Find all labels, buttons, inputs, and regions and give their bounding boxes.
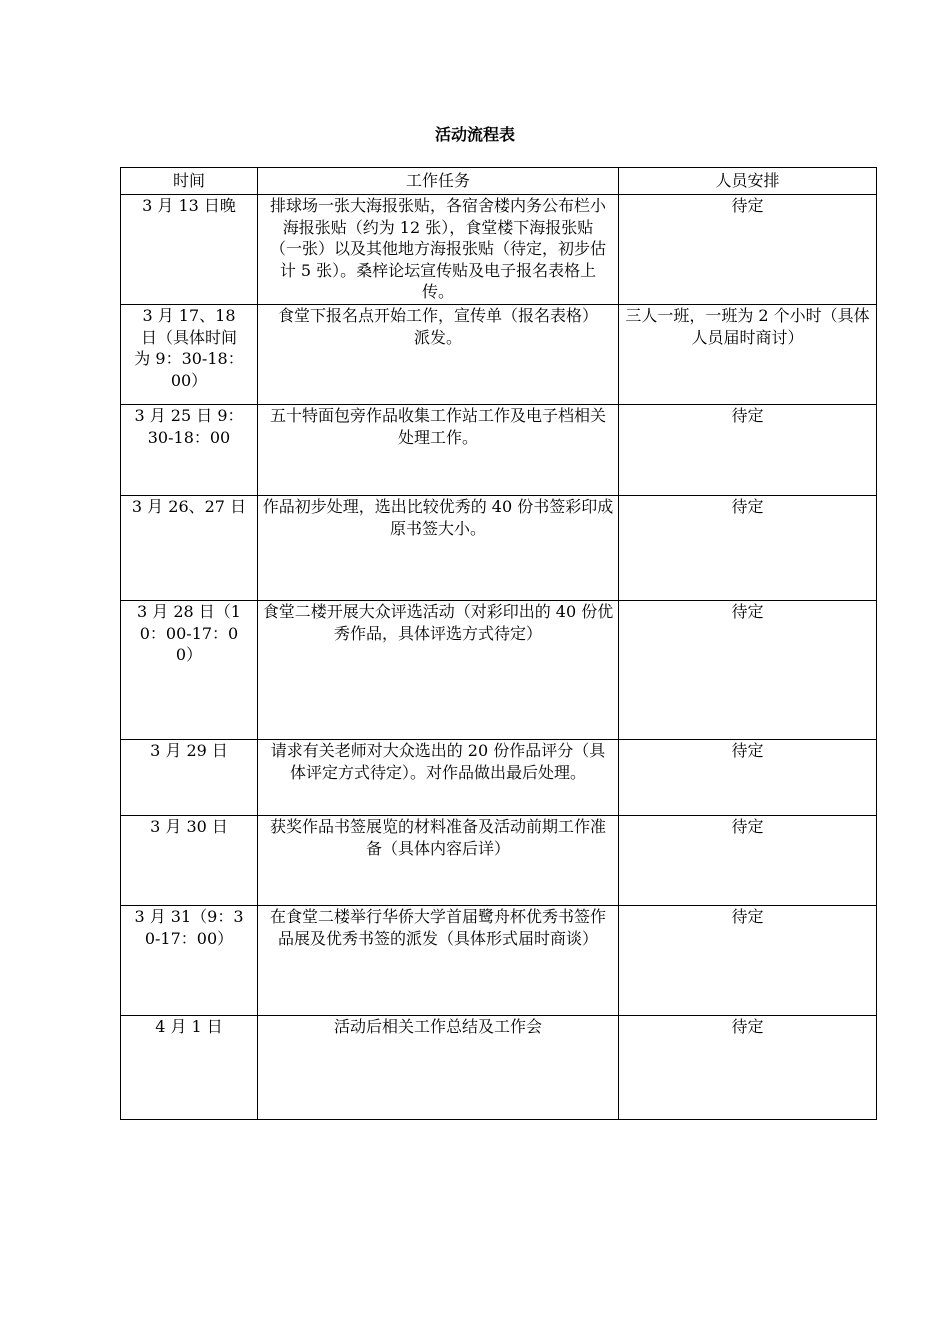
- cell-task: [258, 496, 619, 601]
- cell-task: [258, 906, 619, 1016]
- header-staff: 人员安排: [619, 168, 877, 195]
- cell-staff: 待定: [619, 601, 877, 740]
- cell-task-text: 排球场一张大海报张贴，各宿舍楼内务公布栏小海报张贴（约为 12 张），食堂楼下海报张贴（一张）以及其他地方海报张贴（待定，初步估计 5 张）。桑梓论坛宣传贴及电子报名表格上传。: [269, 196, 606, 301]
- table-row: [121, 496, 877, 601]
- cell-time-text: 3 月 31（9：30-17：00）: [134, 907, 244, 948]
- cell-task-text: 在食堂二楼举行华侨大学首届鹭舟杯优秀书签作品展及优秀书签的派发（具体形式届时商谈）: [269, 907, 606, 948]
- cell-task: [258, 305, 619, 405]
- cell-time: 3 月 13 日晚: [121, 195, 258, 305]
- table-row: [121, 305, 877, 405]
- table-row: [121, 601, 877, 740]
- cell-staff: 待定: [619, 740, 877, 816]
- cell-time: [121, 906, 258, 1016]
- table-row: [121, 405, 877, 496]
- cell-staff: 待定: [619, 496, 877, 601]
- cell-task: [258, 1016, 619, 1120]
- cell-time: 4 月 1 日: [121, 1016, 258, 1120]
- cell-time-text: 3 月 28 日（10：00-17：00）: [137, 602, 241, 664]
- cell-time: [121, 305, 258, 405]
- cell-task-text: 食堂下报名点开始工作，宣传单（报名表格）派发。: [277, 306, 598, 347]
- cell-time-text: 3 月 17、18 日（具体时间为 9：30-18：00）: [134, 306, 244, 390]
- cell-task-text: 作品初步处理，选出比较优秀的 40 份书签彩印成原书签大小。: [262, 497, 614, 538]
- cell-task: [258, 740, 619, 816]
- cell-task-text: 请求有关老师对大众选出的 20 份作品评分（具体评定方式待定）。对作品做出最后处理。: [270, 741, 606, 782]
- cell-time: 3 月 29 日: [121, 740, 258, 816]
- cell-task: [258, 405, 619, 496]
- cell-staff: 待定: [619, 816, 877, 906]
- cell-task-text: 食堂二楼开展大众评选活动（对彩印出的 40 份优秀作品，具体评选方式待定）: [262, 602, 614, 643]
- cell-time: [121, 601, 258, 740]
- table-row: [121, 740, 877, 816]
- cell-time: 3 月 26、27 日: [121, 496, 258, 601]
- cell-task: [258, 601, 619, 740]
- table-row: [121, 195, 877, 305]
- table-row: [121, 906, 877, 1016]
- cell-time-text: 3 月 25 日 9：30-18：00: [134, 406, 244, 447]
- table-row: [121, 816, 877, 906]
- document-title: 活动流程表: [434, 125, 515, 144]
- cell-staff: 三人一班，一班为 2 个小时（具体人员届时商讨）: [619, 305, 877, 405]
- cell-time: [121, 405, 258, 496]
- cell-staff: 待定: [619, 405, 877, 496]
- cell-task-text: 获奖作品书签展览的材料准备及活动前期工作准备（具体内容后详）: [269, 817, 606, 858]
- cell-time: 3 月 30 日: [121, 816, 258, 906]
- header-time: 时间: [121, 168, 258, 195]
- schedule-table: [120, 167, 877, 1120]
- cell-task: [258, 816, 619, 906]
- cell-task-text: 五十特面包旁作品收集工作站工作及电子档相关处理工作。: [269, 406, 606, 447]
- cell-staff: 待定: [619, 195, 877, 305]
- header-task: 工作任务: [258, 168, 619, 195]
- cell-task: [258, 195, 619, 305]
- table-header-row: [121, 168, 877, 195]
- cell-task-text: 活动后相关工作总结及工作会: [333, 1017, 542, 1036]
- table-row: [121, 1016, 877, 1120]
- cell-staff: 待定: [619, 1016, 877, 1120]
- cell-staff: 待定: [619, 906, 877, 1016]
